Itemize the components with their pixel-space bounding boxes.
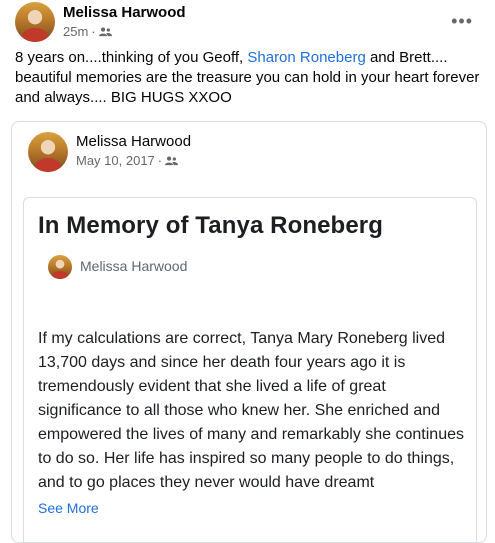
post-author-avatar[interactable] (15, 2, 55, 42)
article-title[interactable]: In Memory of Tanya Roneberg (38, 212, 383, 239)
post-text-before: 8 years on....thinking of you Geoff, (15, 49, 248, 66)
shared-author-avatar[interactable] (28, 132, 68, 172)
article-body: If my calculations are correct, Tanya Mary Roneberg lived 13,700 days and since her death four years ago it is tremendously evident that she lived a life of great significance to all those who knew her. She enriched and empowered the lives of many and remarkably she continues to do so. Her life has inspired so many people to do things, and to go places they never would have dreamt (38, 330, 464, 491)
post-text-after: and Brett.... beautiful memories are the treasure you can hold in your heart forever and always.... BIG HUGS XXOO (15, 49, 480, 106)
article-author-avatar (48, 255, 72, 279)
shared-date[interactable]: May 10, 2017 (76, 153, 155, 168)
see-more-link[interactable]: See More (38, 500, 99, 516)
post-text (15, 48, 485, 108)
shared-author-name[interactable]: Melissa Harwood (76, 133, 192, 150)
meta-separator: · (91, 24, 96, 39)
friends-icon (165, 156, 178, 166)
meta-separator: · (157, 153, 163, 168)
shared-post-card[interactable] (11, 121, 487, 543)
post-author-name[interactable]: Melissa Harwood (63, 4, 186, 21)
more-options-icon[interactable]: ••• (451, 11, 473, 31)
post-time[interactable]: 25m (63, 24, 89, 39)
friends-icon (99, 27, 112, 37)
post-meta (63, 24, 112, 39)
mention-link[interactable]: Sharon Roneberg (247, 49, 366, 66)
article-preview[interactable] (23, 197, 477, 543)
article-author-name[interactable]: Melissa Harwood (80, 258, 188, 274)
shared-meta (76, 153, 178, 168)
